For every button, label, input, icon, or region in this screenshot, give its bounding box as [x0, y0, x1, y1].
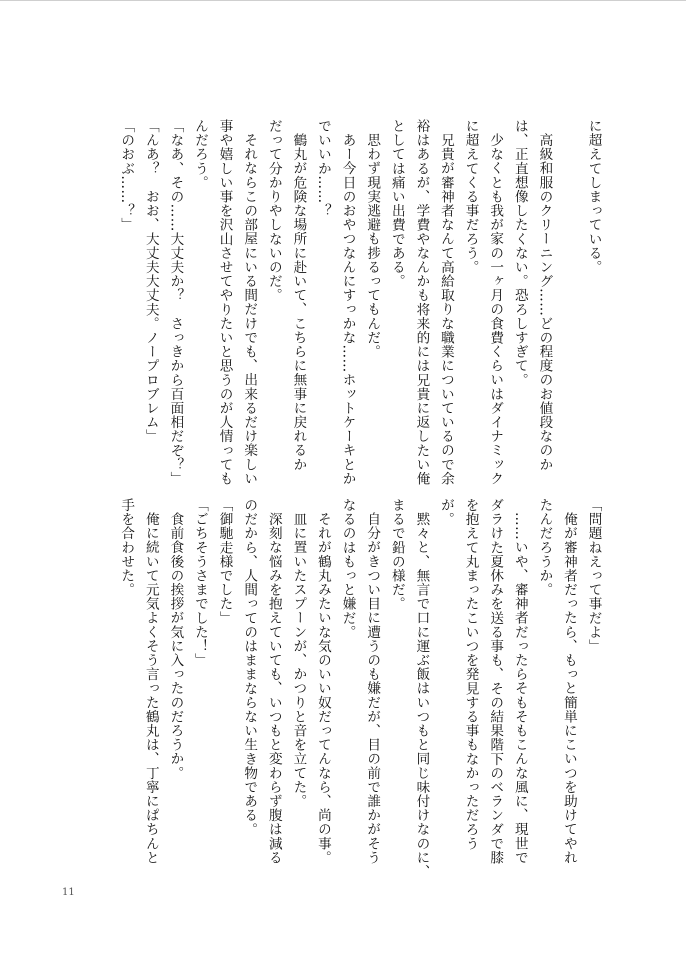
text-column: それならこの部屋にいる間だけでも、出来るだけ楽しい: [241, 132, 258, 486]
text-column: 「んあ？ おお、大丈夫大丈夫。ノープロブレム」: [142, 119, 159, 444]
text-column: それが鶴丸みたいな気のいい奴だってんなら、尚の事。: [314, 511, 331, 865]
text-column: 兄貴が審神者なんて高給取りな職業についているので余: [437, 132, 454, 486]
text-column: 「御馳走様でした」: [216, 498, 233, 625]
text-column: 事や嬉しい事を沢山させてやりたいと思うのが人情っても: [216, 119, 233, 486]
text-column: 裕はあるが、学費やなんかも将来的には兄貴に返したい俺: [413, 119, 430, 486]
text-column: が。: [437, 498, 454, 527]
text-column: に超えてくる事だろう。: [462, 119, 479, 275]
text-column: あー今日のおやつなんにすっかな……ホットケーキとか: [339, 132, 356, 486]
text-column: 「問題ねえって事だよ」: [585, 498, 602, 654]
text-column: に超えてしまっている。: [585, 119, 602, 275]
text-column: なるのはもっと嫌だ。: [339, 498, 356, 639]
text-column: 鶴丸が危険な場所に赴いて、こちらに無事に戻れるか: [290, 132, 307, 471]
text-column: 深刻な悩みを抱えていても、いつもと変わらず腹は減る: [265, 511, 282, 865]
text-column: だって分かりやしないのだ。: [265, 119, 282, 303]
text-column: 俺に続いて元気よくそう言った鶴丸は、丁寧にぱちんと: [142, 511, 159, 865]
text-column: 「なあ、その……大丈夫か？ さっきから百面相だぞ？」: [167, 119, 184, 486]
text-column: んだろう。: [191, 119, 208, 190]
page-number: 11: [62, 887, 75, 898]
text-column: 少なくとも我が家の一ヶ月の食費くらいはダイナミック: [487, 132, 504, 486]
text-column: 思わず現実逃避も捗るってもんだ。: [364, 132, 381, 359]
text-column: 手を合わせた。: [118, 498, 135, 597]
text-column: まるで鉛の様だ。: [388, 498, 405, 611]
text-column: 自分がきつい目に遭うのも嫌だが、目の前で誰かがそう: [364, 511, 381, 865]
text-column: たんだろうか。: [536, 498, 553, 597]
text-column: 高級和服のクリーニング……どの程度のお値段なのか: [536, 132, 553, 471]
text-column: としては痛い出費である。: [388, 119, 405, 289]
text-column: 黙々と、無言で口に運ぶ飯はいつもと同じ味付けなのに、: [413, 511, 430, 879]
text-column: は、正直想像したくない。恐ろしすぎて。: [511, 119, 528, 387]
text-column: ……いや、審神者だったらそもそもこんな風に、現世で: [511, 511, 528, 865]
text-column: 「ごちそうさまでした！」: [191, 498, 208, 668]
text-column: 俺が審神者だったら、もっと簡単にこいつを助けてやれ: [560, 511, 577, 865]
text-column: を抱えて丸まったこいつを発見する事もなかっただろう: [462, 498, 479, 851]
text-column: ダラけた夏休みを送る事も、その結果階下のベランダで膝: [487, 498, 504, 865]
text-column: のだから、人間ってのはままならない生き物である。: [241, 498, 258, 837]
text-column: 「のおぶ……？」: [118, 119, 135, 232]
text-column: 皿に置いたスプーンが、かつりと音を立てた。: [290, 511, 307, 808]
text-column: 食前食後の挨拶が気に入ったのだろうか。: [167, 511, 184, 780]
text-column: でいいか……？: [314, 119, 331, 218]
